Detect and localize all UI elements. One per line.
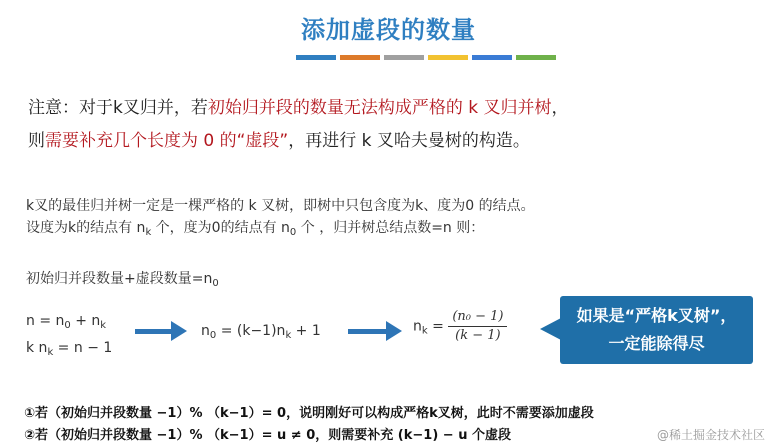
note-text: ，再进行 k 叉哈夫曼树的构造。 [288,131,530,151]
note-block [28,92,569,158]
right-arrow-icon [135,325,187,337]
equation-derived [201,320,321,347]
color-bar [384,55,424,60]
note-highlight: 需要补充几个长度为 0 的“虚段” [45,131,289,151]
callout-line-1: 如果是“严格k叉树”， [576,306,737,325]
color-bar [296,55,336,60]
callout-pointer [540,318,561,340]
condition-1: ①若（初始归并段数量 −1）% （k−1）= 0，说明刚好可以构成严格k叉树，此时不需要添加虚段 [24,406,594,421]
definition-line-1: k叉的最佳归并树一定是一棵严格的 k 叉树，即树中只包含度为k、度为0 的结点。 [26,198,535,214]
color-bar [340,55,380,60]
fraction [448,308,507,345]
subscript: k [100,320,107,331]
condition-2: ②若（初始归并段数量 −1）% （k−1）= u ≠ 0，则需要补充 (k−1) − u 个虚段 [24,428,511,443]
subscript: 0 [289,227,297,238]
note-text: 则 [28,131,45,151]
text: n [413,318,422,335]
equation-system [26,310,112,364]
text: 设度为k的结点有 n [26,220,146,236]
subscript: k [421,325,428,337]
text: 个，度为0的结点有 n [151,220,290,236]
subscript: 0 [64,320,71,331]
text: 初始归并段数量+虚段数量=n [26,271,213,287]
text: = n − 1 [53,340,113,356]
subscript: 0 [209,330,217,341]
definition-paragraph [26,195,535,244]
fraction-denominator: (k − 1) [455,328,501,343]
subscript: k [47,347,54,358]
subscript: 0 [212,278,219,289]
color-bar [516,55,556,60]
text: + 1 [291,323,321,339]
fraction-numerator: (n₀ − 1) [448,308,507,327]
text: 个 ，归并树总结点数=n 则： [296,220,485,236]
subscript: k [145,227,152,238]
color-bar-strip [296,55,556,60]
text: n = n [26,313,65,329]
segment-count-equation [26,268,219,295]
watermark: @稀土掘金技术社区 [656,428,765,442]
note-highlight: 初始归并段的数量无法构成严格的 k 叉归并树 [207,98,552,118]
note-line-1 [28,92,569,125]
text: + n [70,313,101,329]
callout-box [560,296,753,364]
color-bar [472,55,512,60]
note-text: 注意：对于k叉归并，若 [28,98,208,118]
color-bar [428,55,468,60]
note-line-2 [28,125,569,158]
text: k n [26,340,48,356]
equation-1 [26,310,112,337]
note-text: ， [551,98,569,118]
subscript: k [285,330,292,341]
right-arrow-icon [348,325,402,337]
text: = [427,318,449,335]
equation-result [413,308,507,345]
callout-line-2: 一定能除得尽 [608,334,705,353]
equation-2 [26,337,112,364]
text: n [201,323,210,339]
definition-line-2 [26,217,535,244]
page-title: 添加虚段的数量 [301,16,476,44]
text: = (k−1)n [216,323,286,339]
